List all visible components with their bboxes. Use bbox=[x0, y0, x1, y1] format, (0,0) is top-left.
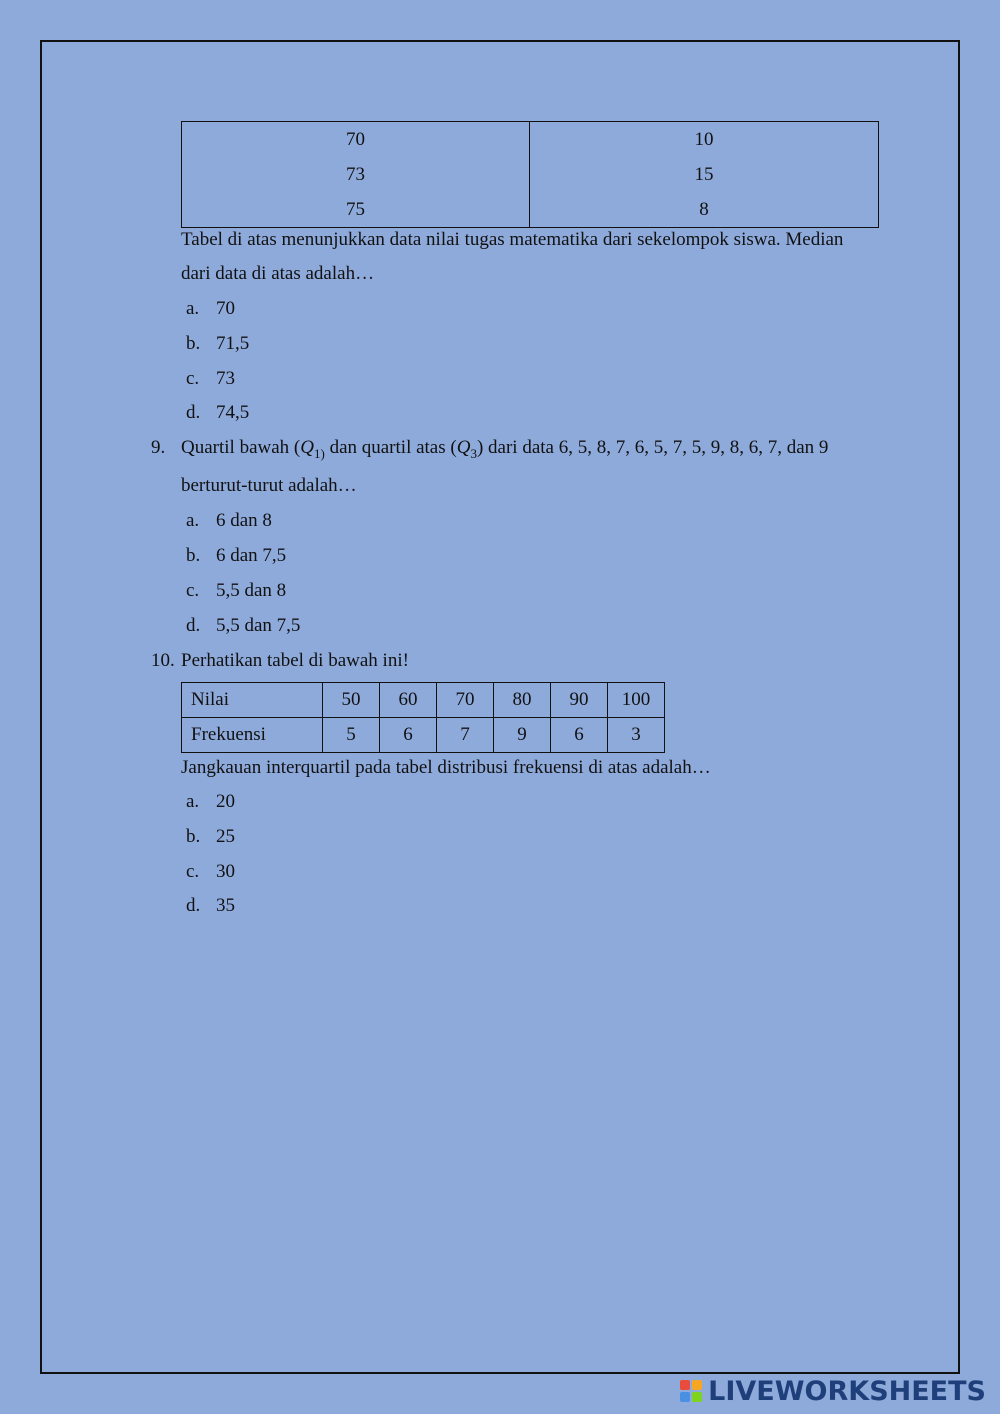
table-cell: 70 bbox=[437, 683, 494, 718]
q10-question: Jangkauan interquartil pada tabel distribusi frekuensi di atas adalah… bbox=[181, 757, 711, 778]
option-text: 74,5 bbox=[216, 402, 250, 423]
q10-intro: Perhatikan tabel di bawah ini! bbox=[181, 650, 409, 671]
watermark-text: LIVEWORKSHEETS bbox=[708, 1375, 986, 1407]
q9-option-b[interactable] bbox=[186, 544, 286, 568]
option-letter: b. bbox=[186, 545, 201, 566]
table-cell: 75 bbox=[182, 192, 530, 228]
option-text: 73 bbox=[216, 368, 235, 389]
q1-symbol: Q bbox=[300, 437, 314, 458]
option-letter: c. bbox=[186, 861, 200, 882]
option-letter: a. bbox=[186, 510, 200, 531]
q10-option-b[interactable] bbox=[186, 825, 235, 849]
table-cell: 7 bbox=[437, 718, 494, 753]
table-cell: 6 bbox=[380, 718, 437, 753]
row-header: Frekuensi bbox=[182, 718, 323, 753]
option-letter: c. bbox=[186, 368, 200, 389]
q9-option-c[interactable] bbox=[186, 579, 286, 603]
frequency-distribution-table bbox=[181, 682, 665, 753]
row-header: Nilai bbox=[182, 683, 323, 718]
q3-subscript: 3 bbox=[470, 445, 477, 461]
q9-text-part2: dan quartil atas ( bbox=[324, 437, 457, 458]
q8-option-a[interactable] bbox=[186, 297, 235, 321]
option-letter: d. bbox=[186, 895, 201, 916]
logo-square bbox=[692, 1392, 702, 1402]
table-row bbox=[182, 192, 879, 228]
table-cell: 6 bbox=[551, 718, 608, 753]
q3-symbol: Q bbox=[456, 437, 471, 458]
q8-option-b[interactable] bbox=[186, 332, 249, 356]
option-text: 35 bbox=[216, 895, 235, 916]
table-cell: 9 bbox=[494, 718, 551, 753]
table-cell: 70 bbox=[182, 122, 530, 158]
table-row bbox=[182, 122, 879, 158]
q10-number: 10. bbox=[151, 650, 175, 671]
option-text: 20 bbox=[216, 791, 235, 812]
table-cell: 50 bbox=[323, 683, 380, 718]
q10-option-d[interactable] bbox=[186, 894, 235, 918]
q8-option-c[interactable] bbox=[186, 367, 235, 391]
option-letter: d. bbox=[186, 402, 201, 423]
q9-option-d[interactable] bbox=[186, 614, 300, 638]
q10-option-a[interactable] bbox=[186, 790, 235, 814]
value-frequency-table bbox=[181, 121, 879, 228]
table-row bbox=[182, 157, 879, 192]
q8-question-line1: Tabel di atas menunjukkan data nilai tugas matematika dari sekelompok siswa. Median bbox=[181, 229, 844, 250]
logo-square bbox=[692, 1380, 702, 1390]
option-letter: a. bbox=[186, 791, 200, 812]
table-cell: 80 bbox=[494, 683, 551, 718]
option-text: 30 bbox=[216, 861, 235, 882]
q8-option-d[interactable] bbox=[186, 401, 249, 425]
liveworksheets-logo-icon bbox=[680, 1380, 702, 1402]
q9-number: 9. bbox=[151, 437, 166, 458]
table-cell: 5 bbox=[323, 718, 380, 753]
option-text: 6 dan 8 bbox=[216, 510, 272, 531]
table-row-nilai bbox=[182, 683, 665, 718]
table-cell: 8 bbox=[530, 192, 879, 228]
option-letter: a. bbox=[186, 298, 200, 319]
table-cell: 3 bbox=[608, 718, 665, 753]
logo-square bbox=[680, 1380, 690, 1390]
option-text: 70 bbox=[216, 298, 235, 319]
option-letter: c. bbox=[186, 580, 200, 601]
option-letter: b. bbox=[186, 826, 201, 847]
table-cell: 100 bbox=[608, 683, 665, 718]
option-text: 5,5 dan 8 bbox=[216, 580, 287, 601]
q8-question-line2: dari data di atas adalah… bbox=[181, 263, 375, 284]
option-text: 5,5 dan 7,5 bbox=[216, 615, 301, 636]
table-row-frekuensi bbox=[182, 718, 665, 753]
table-cell: 60 bbox=[380, 683, 437, 718]
option-text: 25 bbox=[216, 826, 235, 847]
table-cell: 90 bbox=[551, 683, 608, 718]
table-cell: 15 bbox=[530, 157, 879, 192]
option-letter: d. bbox=[186, 615, 201, 636]
q1-subscript: 1) bbox=[313, 445, 325, 461]
q9-option-a[interactable] bbox=[186, 509, 272, 533]
table-cell: 10 bbox=[530, 122, 879, 158]
q9-text-part3: ) dari data 6, 5, 8, 7, 6, 5, 7, 5, 9, 8, 6, 7, dan 9 bbox=[476, 437, 829, 458]
option-letter: b. bbox=[186, 333, 201, 354]
option-text: 71,5 bbox=[216, 333, 250, 354]
liveworksheets-watermark bbox=[680, 1376, 986, 1406]
option-text: 6 dan 7,5 bbox=[216, 545, 287, 566]
q10-option-c[interactable] bbox=[186, 860, 235, 884]
q9-text-part1: Quartil bawah ( bbox=[181, 437, 301, 458]
table-cell: 73 bbox=[182, 157, 530, 192]
q9-question-line2: berturut-turut adalah… bbox=[181, 475, 357, 496]
logo-square bbox=[680, 1392, 690, 1402]
q9-question-line1 bbox=[181, 436, 828, 466]
